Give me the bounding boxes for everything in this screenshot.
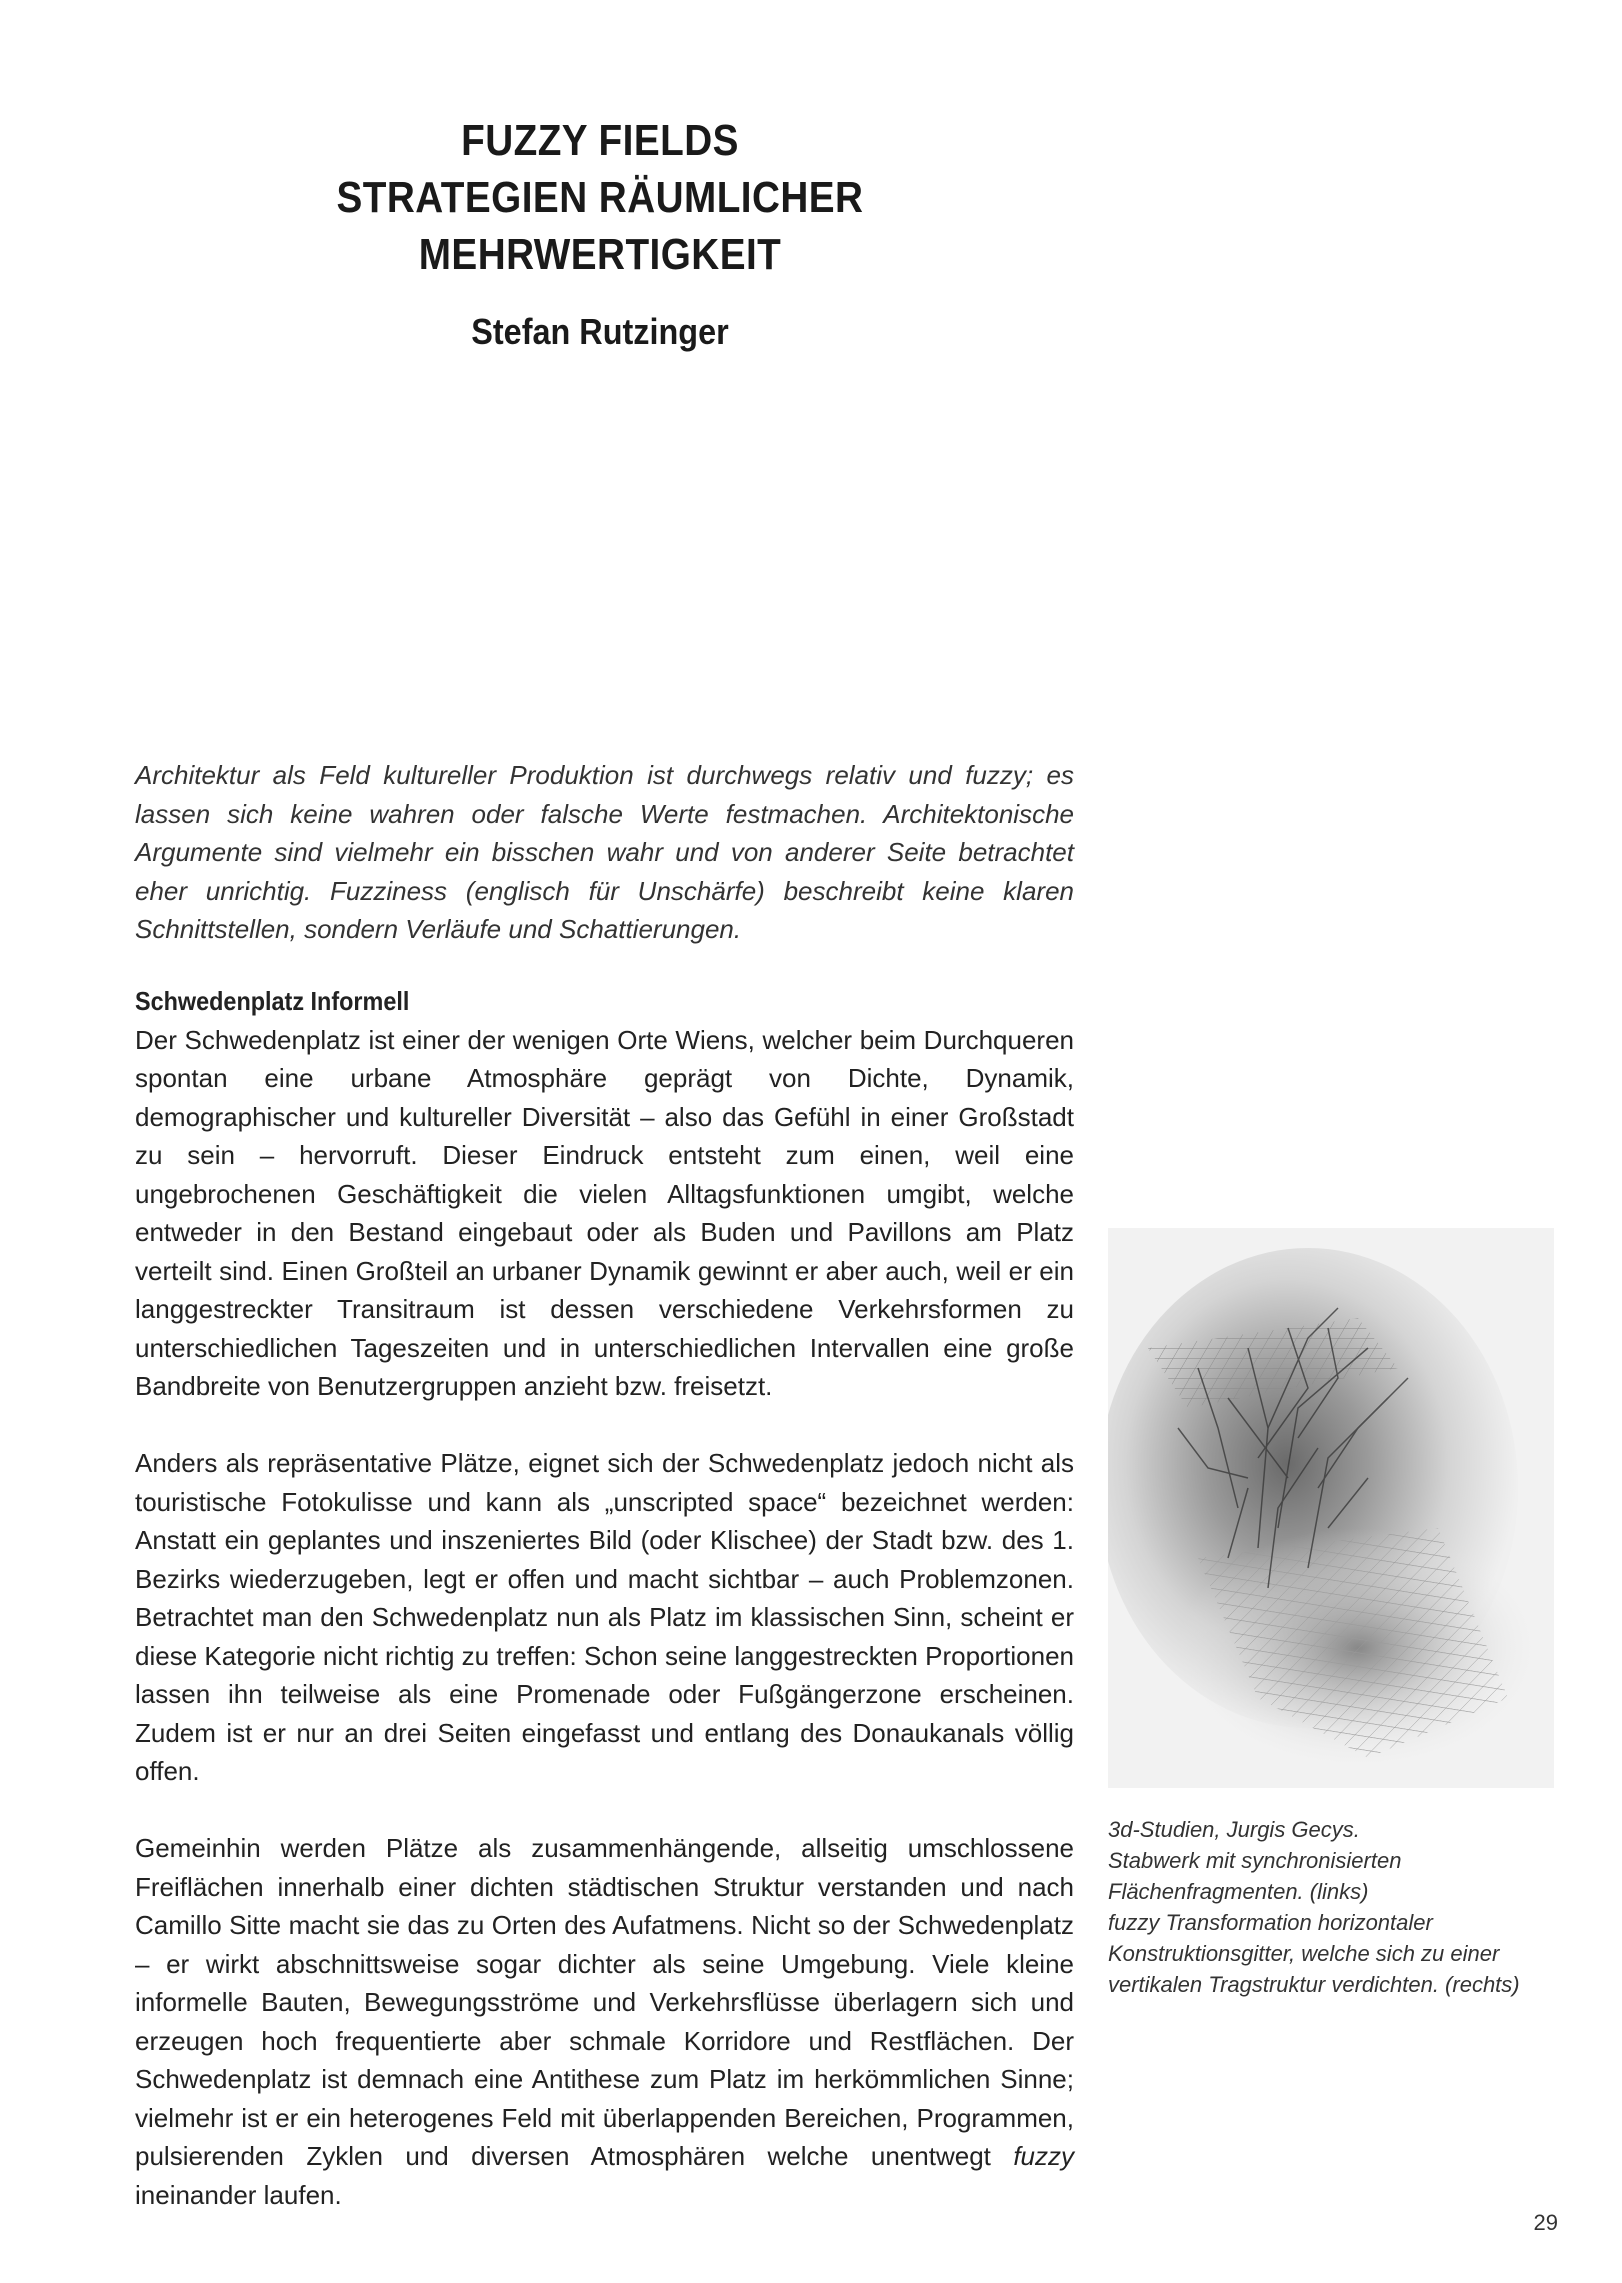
body-paragraph-2: Anders als repräsentative Plätze, eignet sich der Schwedenplatz jedoch nicht als touristische Fotokulisse und kann als „unscripted space“ bezeichnet werden: Anstatt ein geplantes und inszeniertes Bild (oder Klischee) der Stadt bzw. des 1. Bezirks wiederzugeben, legt er offen und macht sichtbar – auch Problemzonen. Betrachtet man den Schwedenplatz nun als Platz im klassischen Sinn, scheint er diese Kategorie nicht richtig zu treffen: Schon seine langgestreckten Proportionen lassen ihn teilweise als eine Promenade oder Fußgängerzone erscheinen. Zudem ist er nur an drei Seiten eingefasst und entlang des Donaukanals völlig offen.	[135, 1448, 1074, 1786]
section-heading: Schwedenplatz Informell	[135, 986, 410, 1016]
caption-line-6: vertikalen Tragstruktur verdichten. (rechts)	[1108, 1972, 1520, 1997]
caption-line-2: Stabwerk mit synchronisierten	[1108, 1848, 1402, 1873]
page-number: 29	[1533, 2210, 1558, 2235]
article-title	[178, 112, 1023, 283]
paragraph-3-ending: ineinander laufen.	[135, 2179, 342, 2210]
title-line-2: STRATEGIEN RÄUMLICHER MEHRWERTIGKEIT	[336, 173, 864, 279]
abstract-paragraph: Architektur als Feld kultureller Produktion ist durchwegs relativ und fuzzy; es lassen sich keine wahren oder falsche Werte festmachen. Architektonische Argumente sind vielmehr ein bisschen wahr und von anderer Seite betrachtet eher unrichtig. Fuzziness (englisch für Unschärfe) beschreibt keine klaren Schnittstellen, sondern Verläufe und Schattierungen.	[135, 760, 1074, 944]
caption-line-1: 3d-Studien, Jurgis Gecys.	[1108, 1817, 1360, 1842]
caption-line-3: Flächenfragmenten. (links)	[1108, 1879, 1369, 1904]
grid-structure-illustration	[1108, 1228, 1554, 1788]
paragraph-3-emphasis: fuzzy	[1013, 2141, 1074, 2171]
caption-line-4: fuzzy Transformation horizontaler	[1108, 1910, 1433, 1935]
section-schwedenplatz	[135, 982, 1074, 2253]
body-paragraph-3	[135, 1829, 1074, 2214]
title-line-1: FUZZY FIELDS	[461, 116, 739, 165]
author-name: Stefan Rutzinger	[471, 311, 729, 352]
figure-caption	[1108, 1814, 1568, 2000]
body-paragraph-1: Der Schwedenplatz ist einer der wenigen Orte Wiens, welcher beim Durchqueren spontan eine urbane Atmosphäre geprägt von Dichte, Dynamik, demographischer und kultureller Diversität – also das Gefühl in einer Großstadt zu sein – hervorruft. Dieser Eindruck entsteht zum einen, weil eine ungebrochenen Geschäftigkeit die vielen Alltagsfunktionen umgibt, welche entweder in den Bestand eingebaut oder als Buden und Pavillons am Platz verteilt sind. Einen Großteil an urbaner Dynamik gewinnt er aber auch, weil er ein langgestreckter Transitraum ist dessen verschiedene Verkehrsformen zu unterschiedlichen Tageszeiten und in unterschiedlichen Intervallen eine große Bandbreite von Benutzergruppen anzieht bzw. freisetzt.	[135, 1024, 1074, 1401]
figure-3d-study-image	[1108, 1228, 1554, 1788]
paragraph-3-text: Gemeinhin werden Plätze als zusammenhängende, allseitig umschlossene Freiflächen innerhalb einer dichten städtischen Struktur verstanden und nach Camillo Sitte macht sie das zu Orten des Aufatmens. Nicht so der Schwedenplatz – er wirkt abschnittsweise sogar dichter als seine Umgebung. Viele kleine informelle Bauten, Bewegungsströme und Verkehrsflüsse überlagern sich und erzeugen hoch frequentierte aber schmale Korridore und Restflächen. Der Schwedenplatz ist demnach eine Antithese zum Platz im herkömmlichen Sinne; vielmehr ist er ein heterogenes Feld mit überlappenden Bereichen, Programmen, pulsierenden Zyklen und diversen Atmosphären welche unentwegt	[135, 1833, 1074, 2171]
caption-line-5: Konstruktionsgitter, welche sich zu einer	[1108, 1941, 1500, 1966]
